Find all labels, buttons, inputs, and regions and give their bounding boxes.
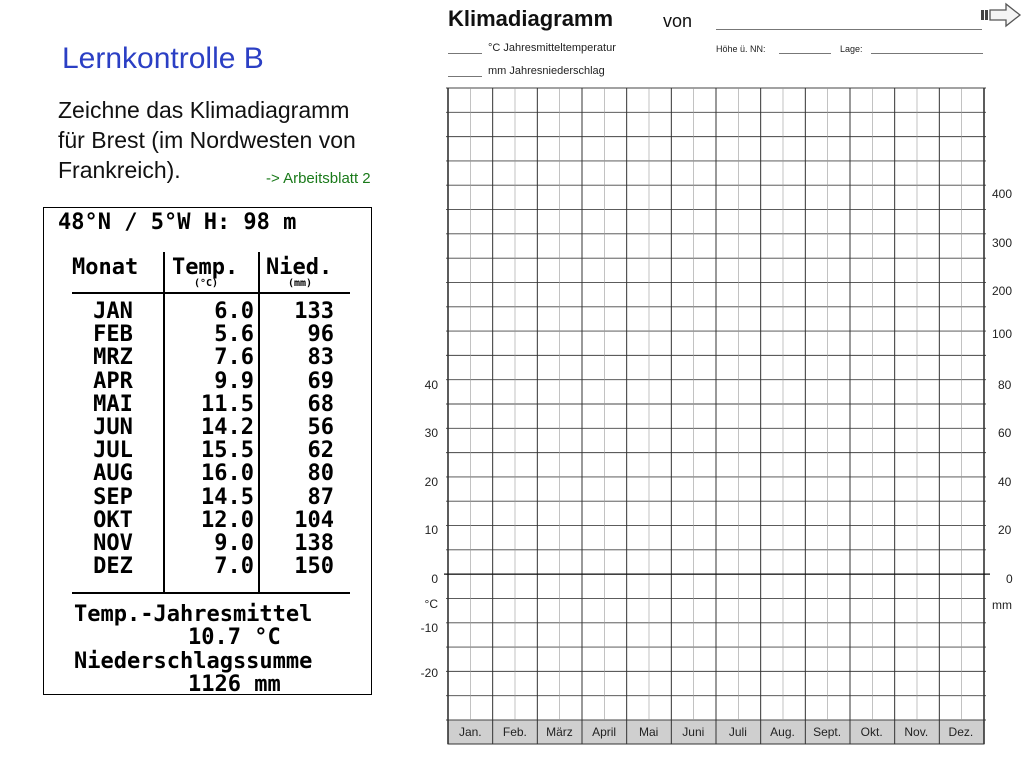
table-cell-month: JAN xyxy=(93,299,133,324)
table-cell-month: MAI xyxy=(93,391,133,417)
left-axis-unit: °C xyxy=(424,597,438,611)
table-cell-temp: 7.0 xyxy=(214,554,254,580)
prec-sum-label: Niederschlagssumme xyxy=(74,649,313,674)
column-header-month: Monat xyxy=(72,255,139,280)
table-cell-temp: 6.0 xyxy=(214,299,254,324)
left-tick-0: 0 xyxy=(431,572,438,586)
table-cell-prec: 69 xyxy=(307,368,334,394)
month-label: Nov. xyxy=(904,725,929,739)
column-header-temp: Temp. xyxy=(172,255,239,280)
table-cell-month: DEZ xyxy=(93,554,133,580)
column-unit-prec: (mm) xyxy=(288,278,313,289)
table-cell-month: NOV xyxy=(93,531,133,556)
temp-mean-value: 10.7 °C xyxy=(188,625,281,650)
diagram-von-label: von xyxy=(663,11,693,31)
right-axis-unit: mm xyxy=(992,598,1012,612)
prec-sum-value: 1126 mm xyxy=(188,672,281,697)
table-cell-temp: 7.6 xyxy=(214,345,254,371)
table-cell-prec: 87 xyxy=(307,484,334,510)
table-cell-temp: 12.0 xyxy=(201,507,254,533)
table-cell-temp: 5.6 xyxy=(214,322,254,348)
month-label: April xyxy=(592,725,617,739)
table-cell-prec: 104 xyxy=(294,507,334,533)
table-cell-temp: 14.2 xyxy=(201,415,254,440)
month-label: März xyxy=(546,725,573,739)
table-cell-month: SEP xyxy=(93,484,133,510)
month-label: Aug. xyxy=(770,725,795,739)
left-tick-minus20: -20 xyxy=(420,666,438,680)
task-line-1: Zeichne das Klimadiagramm xyxy=(58,97,350,123)
table-cell-temp: 9.9 xyxy=(214,368,254,394)
table-cell-temp: 15.5 xyxy=(201,438,254,464)
month-label: Juni xyxy=(682,725,705,739)
column-unit-temp: (°C) xyxy=(194,278,219,289)
right-tick-80: 80 xyxy=(998,378,1012,392)
left-tick-20: 20 xyxy=(424,475,438,489)
table-cell-month: AUG xyxy=(93,461,133,487)
table-cell-temp: 11.5 xyxy=(201,391,254,417)
month-label: Mai xyxy=(639,725,659,739)
table-cell-month: JUN xyxy=(93,415,133,440)
task-line-3: Frankreich). xyxy=(58,157,181,183)
left-tick-minus10: -10 xyxy=(420,621,438,635)
table-cell-prec: 56 xyxy=(307,415,334,440)
month-label: Feb. xyxy=(502,725,527,739)
table-cell-temp: 9.0 xyxy=(214,531,254,556)
right-tick-200: 200 xyxy=(992,284,1013,298)
right-tick-40: 40 xyxy=(998,475,1012,489)
task-line-2: für Brest (im Nordwesten von xyxy=(58,127,356,153)
station-header: 48°N / 5°W H: 98 m xyxy=(58,210,297,235)
table-cell-prec: 96 xyxy=(307,322,334,348)
worksheet-link[interactable]: -> Arbeitsblatt 2 xyxy=(266,170,371,187)
table-cell-month: OKT xyxy=(93,507,133,533)
left-tick-10: 10 xyxy=(424,523,438,537)
slide-title: Lernkontrolle B xyxy=(62,42,264,75)
table-cell-temp: 14.5 xyxy=(201,484,254,510)
right-tick-0: 0 xyxy=(1006,572,1013,586)
right-tick-100: 100 xyxy=(992,327,1013,341)
table-cell-prec: 133 xyxy=(294,299,334,324)
left-tick-30: 30 xyxy=(424,426,438,440)
month-label: Jan. xyxy=(458,725,482,739)
table-cell-month: APR xyxy=(93,368,133,394)
right-tick-400: 400 xyxy=(992,187,1013,201)
table-cell-prec: 80 xyxy=(307,461,334,487)
prec-sum-field-label: mm Jahresniederschlag xyxy=(488,65,605,77)
temp-mean-label: Temp.-Jahresmittel xyxy=(74,602,313,627)
table-cell-temp: 16.0 xyxy=(201,461,254,487)
table-cell-prec: 83 xyxy=(307,345,334,371)
month-label: Sept. xyxy=(813,725,842,739)
table-cell-prec: 150 xyxy=(294,554,334,580)
month-label: Dez. xyxy=(948,725,974,739)
column-header-prec: Nied. xyxy=(266,255,333,280)
right-tick-60: 60 xyxy=(998,426,1012,440)
right-tick-20: 20 xyxy=(998,523,1012,537)
diagram-title: Klimadiagramm xyxy=(448,6,614,31)
table-cell-prec: 62 xyxy=(307,438,334,464)
table-cell-month: FEB xyxy=(93,322,133,348)
height-field-label: Höhe ü. NN: xyxy=(716,44,766,54)
left-tick-40: 40 xyxy=(424,378,438,392)
table-cell-prec: 138 xyxy=(294,531,334,556)
month-label: Juli xyxy=(728,725,747,739)
location-field-label: Lage: xyxy=(840,44,863,54)
temp-mean-field-label: °C Jahresmitteltemperatur xyxy=(488,42,616,54)
month-label: Okt. xyxy=(860,725,883,739)
table-cell-prec: 68 xyxy=(307,391,334,417)
right-tick-300: 300 xyxy=(992,236,1013,250)
table-cell-month: JUL xyxy=(93,438,133,464)
table-cell-month: MRZ xyxy=(93,345,133,371)
